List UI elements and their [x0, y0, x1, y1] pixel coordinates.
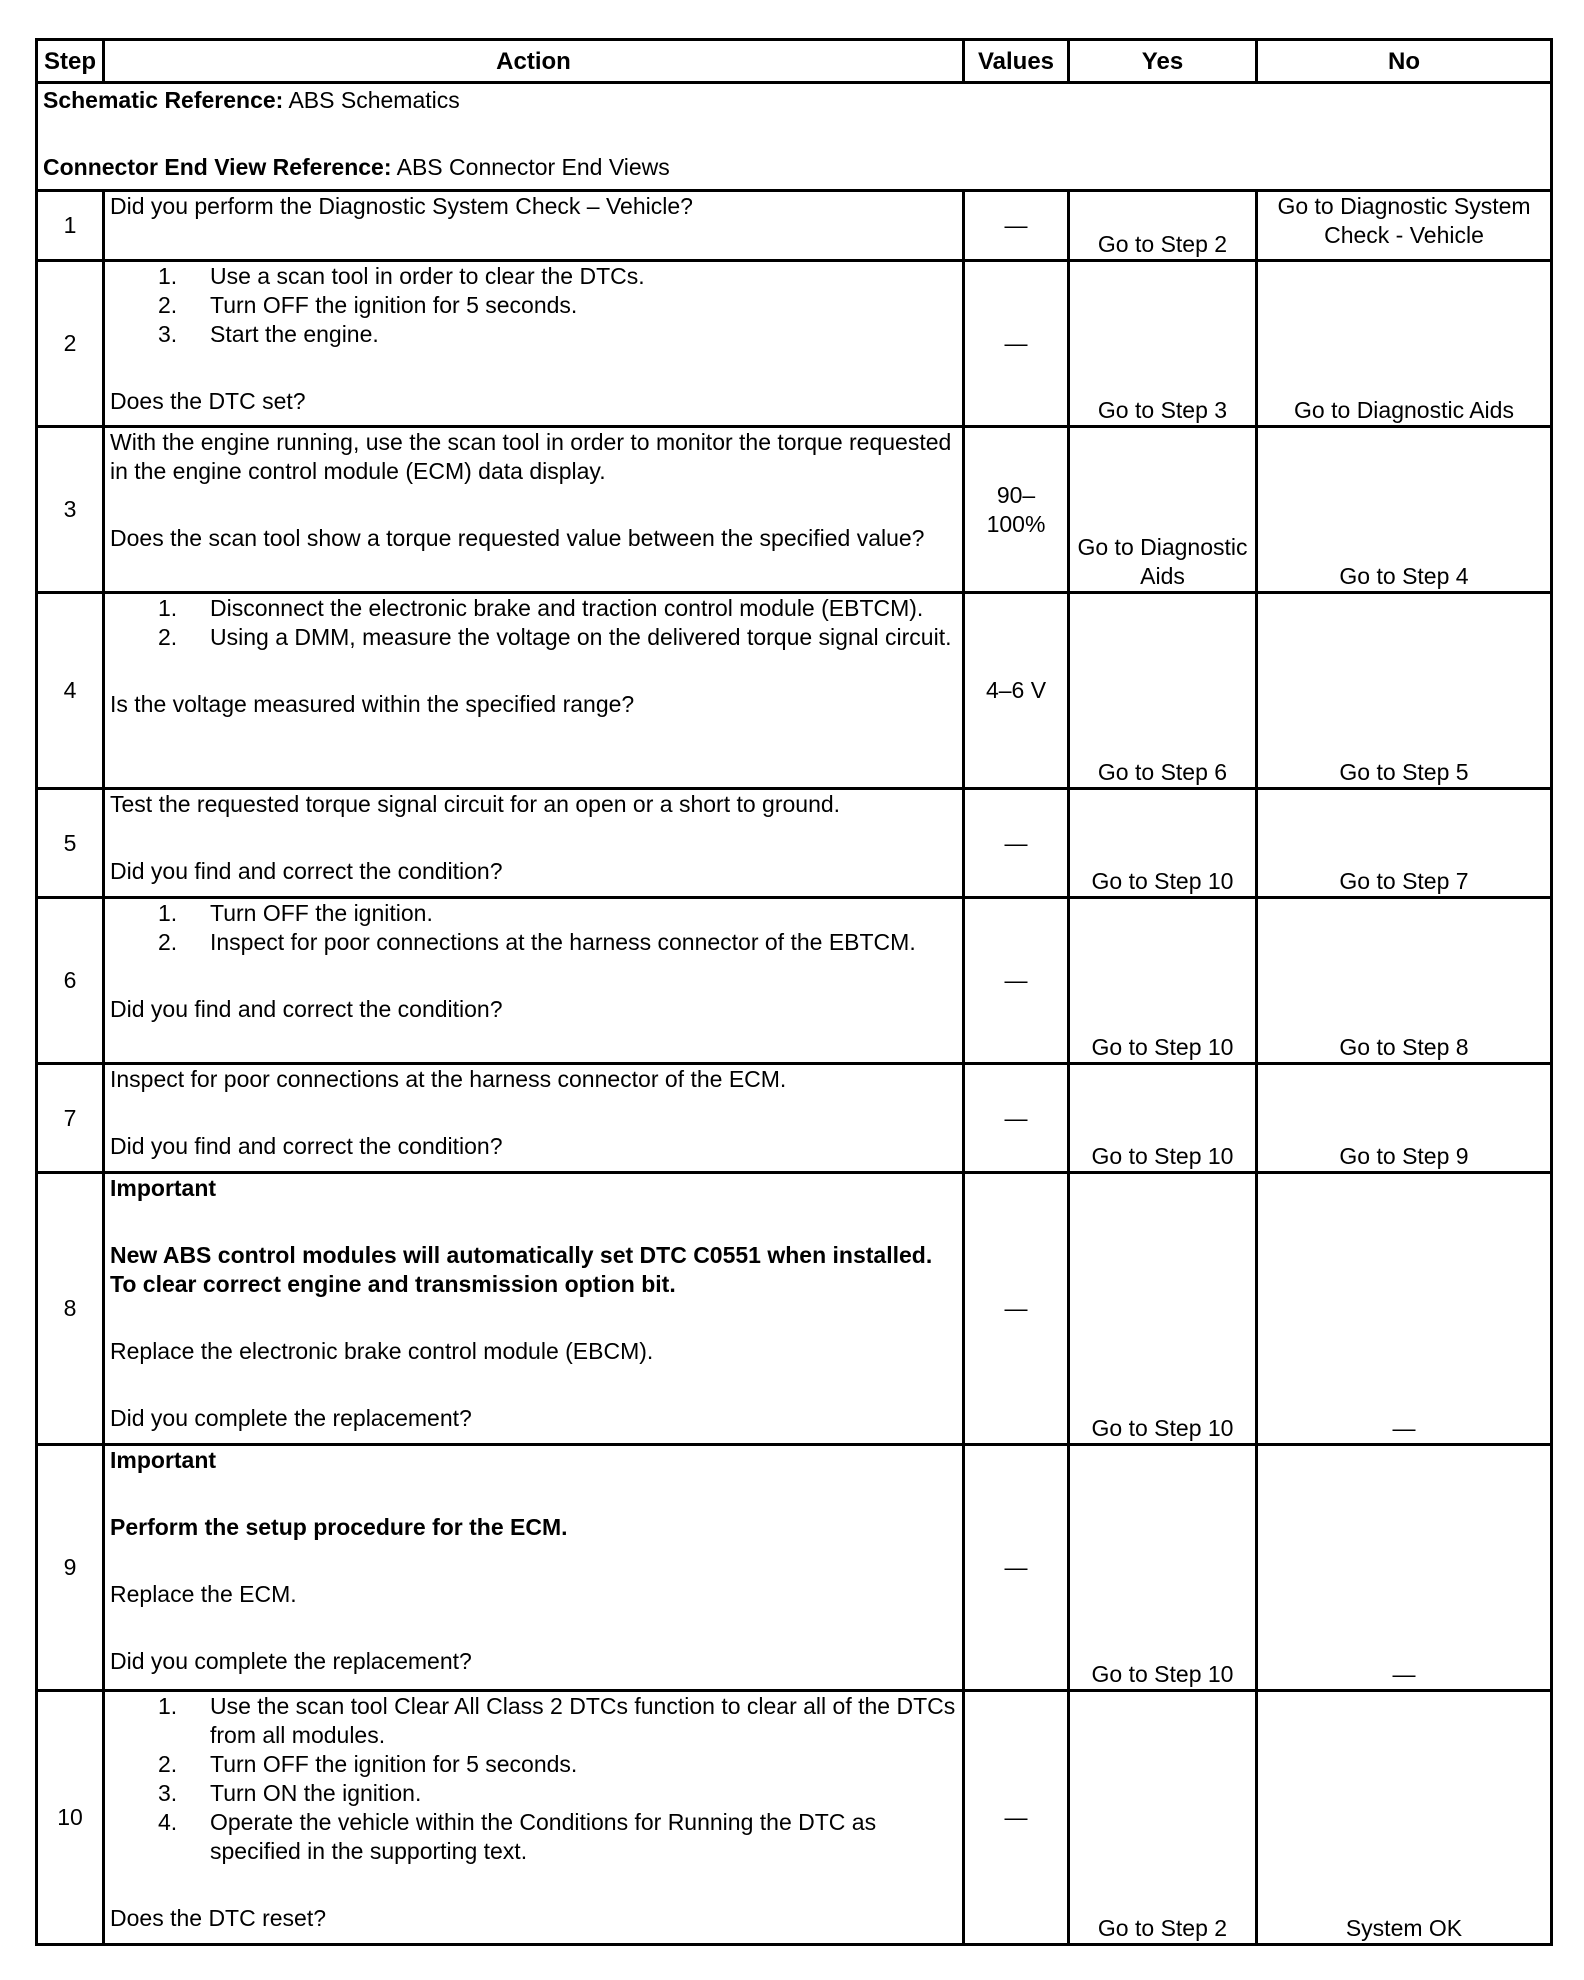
action-text: Did you perform the Diagnostic System Check – Vehicle?	[110, 193, 693, 219]
list-item: Disconnect the electronic brake and traction control module (EBTCM).	[210, 595, 924, 621]
header-values: Values	[964, 40, 1069, 83]
yes-cell: Go to Step 10	[1069, 898, 1257, 1064]
table-row	[37, 427, 1552, 593]
action-cell	[104, 1064, 964, 1173]
no-cell: Go to Diagnostic Aids	[1257, 261, 1552, 427]
action-question: Does the DTC reset?	[110, 1905, 327, 1931]
connector-reference-label: Connector End View Reference:	[43, 154, 392, 180]
action-cell	[104, 593, 964, 789]
step-number: 1	[37, 191, 104, 261]
header-action: Action	[104, 40, 964, 83]
values-cell: —	[964, 191, 1069, 261]
table-row	[37, 191, 1552, 261]
no-cell: Go to Diagnostic System Check - Vehicle	[1257, 191, 1552, 261]
table-row	[37, 898, 1552, 1064]
values-cell: —	[964, 261, 1069, 427]
no-cell: —	[1257, 1173, 1552, 1445]
no-cell: Go to Step 9	[1257, 1064, 1552, 1173]
action-cell	[104, 789, 964, 898]
yes-cell: Go to Step 10	[1069, 1173, 1257, 1445]
values-cell: —	[964, 1173, 1069, 1445]
list-item: Use the scan tool Clear All Class 2 DTCs function to clear all of the DTCs from all modules.	[210, 1693, 956, 1748]
header-yes: Yes	[1069, 40, 1257, 83]
values-cell: —	[964, 1691, 1069, 1945]
important-heading: Important	[110, 1447, 217, 1473]
list-item: Operate the vehicle within the Conditions for Running the DTC as specified in the supporting text.	[210, 1809, 877, 1864]
header-no: No	[1257, 40, 1552, 83]
action-text: Replace the ECM.	[110, 1581, 297, 1607]
important-text: Perform the setup procedure for the ECM.	[110, 1514, 568, 1540]
step-number: 9	[37, 1445, 104, 1691]
values-cell: —	[964, 789, 1069, 898]
list-item: Start the engine.	[210, 321, 379, 347]
schematic-reference-label: Schematic Reference:	[43, 87, 284, 113]
action-cell	[104, 898, 964, 1064]
list-item: Using a DMM, measure the voltage on the delivered torque signal circuit.	[210, 624, 952, 650]
action-cell	[104, 261, 964, 427]
table-row	[37, 261, 1552, 427]
list-item: Turn OFF the ignition for 5 seconds.	[210, 292, 578, 318]
table-row	[37, 1064, 1552, 1173]
list-item: Turn OFF the ignition.	[210, 900, 433, 926]
action-question: Does the scan tool show a torque requested value between the specified value?	[110, 525, 925, 551]
step-number: 8	[37, 1173, 104, 1445]
action-cell	[104, 1691, 964, 1945]
yes-cell: Go to Step 2	[1069, 1691, 1257, 1945]
values-cell: 90–100%	[964, 427, 1069, 593]
important-heading: Important	[110, 1175, 217, 1201]
step-number: 10	[37, 1691, 104, 1945]
action-question: Did you complete the replacement?	[110, 1648, 472, 1674]
step-number: 5	[37, 789, 104, 898]
table-row	[37, 1173, 1552, 1445]
values-cell: —	[964, 1064, 1069, 1173]
yes-cell: Go to Step 3	[1069, 261, 1257, 427]
no-cell: Go to Step 5	[1257, 593, 1552, 789]
action-list	[110, 899, 957, 957]
yes-cell: Go to Step 10	[1069, 1064, 1257, 1173]
no-cell: —	[1257, 1445, 1552, 1691]
step-number: 6	[37, 898, 104, 1064]
yes-cell: Go to Step 6	[1069, 593, 1257, 789]
yes-cell: Go to Diagnostic Aids	[1069, 427, 1257, 593]
list-item: Turn ON the ignition.	[210, 1780, 422, 1806]
list-item: Inspect for poor connections at the harness connector of the EBTCM.	[210, 929, 916, 955]
action-cell	[104, 1445, 964, 1691]
diagnostic-table	[35, 38, 1553, 1946]
step-number: 7	[37, 1064, 104, 1173]
step-number: 3	[37, 427, 104, 593]
table-row	[37, 1691, 1552, 1945]
schematic-reference-value: ABS Schematics	[288, 87, 460, 113]
action-text: Inspect for poor connections at the harness connector of the ECM.	[110, 1066, 787, 1092]
action-cell	[104, 1173, 964, 1445]
action-question: Did you find and correct the condition?	[110, 996, 503, 1022]
yes-cell: Go to Step 2	[1069, 191, 1257, 261]
header-row	[37, 40, 1552, 83]
yes-cell: Go to Step 10	[1069, 789, 1257, 898]
values-cell: —	[964, 898, 1069, 1064]
yes-cell: Go to Step 10	[1069, 1445, 1257, 1691]
table-row	[37, 593, 1552, 789]
action-cell	[104, 427, 964, 593]
reference-cell	[37, 83, 1552, 191]
no-cell: System OK	[1257, 1691, 1552, 1945]
action-question: Does the DTC set?	[110, 388, 306, 414]
step-number: 2	[37, 261, 104, 427]
action-question: Did you find and correct the condition?	[110, 1133, 503, 1159]
header-step: Step	[37, 40, 104, 83]
table-row	[37, 789, 1552, 898]
action-cell	[104, 191, 964, 261]
list-item: Use a scan tool in order to clear the DTCs.	[210, 263, 645, 289]
list-item: Turn OFF the ignition for 5 seconds.	[210, 1751, 578, 1777]
values-cell: 4–6 V	[964, 593, 1069, 789]
table-row	[37, 1445, 1552, 1691]
values-cell: —	[964, 1445, 1069, 1691]
no-cell: Go to Step 8	[1257, 898, 1552, 1064]
action-list	[110, 1692, 957, 1866]
no-cell: Go to Step 7	[1257, 789, 1552, 898]
reference-row	[37, 83, 1552, 191]
action-list	[110, 594, 957, 652]
action-text: Test the requested torque signal circuit for an open or a short to ground.	[110, 791, 841, 817]
connector-reference	[43, 153, 1545, 182]
schematic-reference	[43, 86, 1545, 115]
action-question: Is the voltage measured within the specified range?	[110, 691, 635, 717]
action-text: Replace the electronic brake control module (EBCM).	[110, 1338, 654, 1364]
action-question: Did you find and correct the condition?	[110, 858, 503, 884]
step-number: 4	[37, 593, 104, 789]
action-question: Did you complete the replacement?	[110, 1405, 472, 1431]
action-text: With the engine running, use the scan tool in order to monitor the torque requested in the engine control module (ECM) data display.	[110, 429, 952, 484]
important-text: New ABS control modules will automatically set DTC C0551 when installed. To clear correct engine and transmission option bit.	[110, 1242, 933, 1297]
action-list	[110, 262, 957, 349]
connector-reference-value: ABS Connector End Views	[396, 154, 670, 180]
no-cell: Go to Step 4	[1257, 427, 1552, 593]
